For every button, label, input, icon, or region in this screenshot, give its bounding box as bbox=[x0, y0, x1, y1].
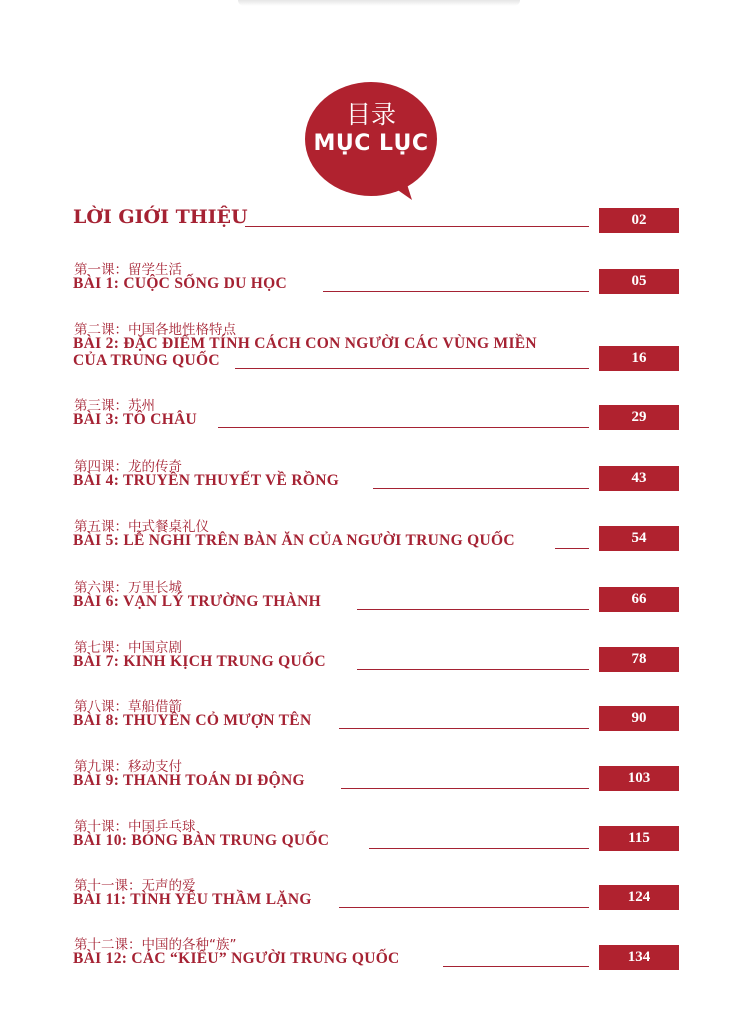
lesson-chinese-title: 第四课：龙的传奇 bbox=[74, 459, 182, 475]
page-number-badge: 103 bbox=[599, 766, 679, 791]
page-number-badge: 134 bbox=[599, 945, 679, 970]
lesson-chinese-title: 第十课：中国乒乓球 bbox=[74, 819, 196, 835]
toc-entry-lesson-2[interactable] bbox=[73, 318, 679, 370]
toc-entry-lesson-6[interactable] bbox=[73, 576, 679, 616]
leader-line bbox=[443, 966, 589, 967]
toc-entry-lesson-9[interactable] bbox=[73, 755, 679, 795]
page-number-badge: 54 bbox=[599, 526, 679, 551]
toc-title-vietnamese: MỤC LỤC bbox=[313, 131, 429, 156]
page-number-badge: 16 bbox=[599, 346, 679, 371]
toc-entry-lesson-1[interactable] bbox=[73, 258, 679, 298]
lesson-vietnamese-title: BÀI 9: THANH TOÁN DI ĐỘNG bbox=[73, 772, 305, 789]
leader-line bbox=[357, 669, 589, 670]
lesson-vietnamese-title-line1: BÀI 2: ĐẶC ĐIỂM TÍNH CÁCH CON NGƯỜI CÁC VÙNG MIỀN bbox=[73, 335, 537, 352]
leader-line bbox=[373, 488, 589, 489]
toc-entry-lesson-7[interactable] bbox=[73, 636, 679, 676]
leader-line bbox=[555, 548, 589, 549]
leader-line bbox=[339, 728, 589, 729]
toc-entry-lesson-10[interactable] bbox=[73, 815, 679, 855]
lesson-vietnamese-title: BÀI 7: KINH KỊCH TRUNG QUỐC bbox=[73, 653, 326, 670]
lesson-chinese-title: 第六课：万里长城 bbox=[74, 580, 182, 596]
leader-line bbox=[235, 368, 589, 369]
lesson-vietnamese-title: BÀI 3: TÔ CHÂU bbox=[73, 411, 198, 428]
lesson-chinese-title: 第二课：中国各地性格特点 bbox=[74, 322, 236, 338]
toc-entry-lesson-3[interactable] bbox=[73, 394, 679, 434]
lesson-vietnamese-title: BÀI 11: TÌNH YÊU THẦM LẶNG bbox=[73, 891, 312, 908]
page-number-badge: 66 bbox=[599, 587, 679, 612]
lesson-chinese-title: 第五课：中式餐桌礼仪 bbox=[74, 519, 209, 535]
lesson-chinese-title: 第七课：中国京剧 bbox=[74, 640, 182, 656]
lesson-vietnamese-title: BÀI 12: CÁC “KIỂU” NGƯỜI TRUNG QUỐC bbox=[73, 950, 400, 967]
toc-title-chinese: 目录 bbox=[345, 100, 396, 129]
page-number-badge: 90 bbox=[599, 706, 679, 731]
lesson-chinese-title: 第一课：留学生活 bbox=[74, 262, 182, 278]
page-number-badge: 115 bbox=[599, 826, 679, 851]
lesson-chinese-title: 第十一课：无声的爱 bbox=[74, 878, 196, 894]
leader-line bbox=[341, 788, 589, 789]
lesson-vietnamese-title: BÀI 6: VẠN LÝ TRƯỜNG THÀNH bbox=[73, 593, 321, 610]
lesson-vietnamese-title: BÀI 1: CUỘC SỐNG DU HỌC bbox=[73, 275, 288, 292]
leader-line bbox=[357, 609, 589, 610]
lesson-vietnamese-title: BÀI 8: THUYỀN CỎ MƯỢN TÊN bbox=[73, 712, 312, 729]
leader-line bbox=[339, 907, 589, 908]
intro-title: LỜI GIỚI THIỆU bbox=[73, 206, 248, 228]
lesson-chinese-title: 第八课：草船借箭 bbox=[74, 699, 182, 715]
toc-entry-lesson-5[interactable] bbox=[73, 515, 679, 555]
toc-header-bubble bbox=[0, 0, 751, 210]
toc-entry-lesson-12[interactable] bbox=[73, 933, 679, 973]
page-number-badge: 02 bbox=[599, 208, 679, 233]
toc-entry-intro[interactable] bbox=[73, 206, 679, 236]
lesson-vietnamese-title-line2: CỦA TRUNG QUỐC bbox=[73, 352, 220, 369]
page-number-badge: 29 bbox=[599, 405, 679, 430]
page-number-badge: 124 bbox=[599, 885, 679, 910]
lesson-chinese-title: 第三课：苏州 bbox=[74, 398, 155, 414]
lesson-vietnamese-title: BÀI 4: TRUYỀN THUYẾT VỀ RỒNG bbox=[73, 472, 340, 489]
leader-line bbox=[323, 291, 589, 292]
toc-entry-lesson-4[interactable] bbox=[73, 455, 679, 495]
toc-entry-lesson-11[interactable] bbox=[73, 874, 679, 914]
leader-line bbox=[218, 427, 589, 428]
lesson-chinese-title: 第九课：移动支付 bbox=[74, 759, 182, 775]
page-number-badge: 78 bbox=[599, 647, 679, 672]
lesson-chinese-title: 第十二课：中国的各种“族” bbox=[74, 937, 237, 953]
leader-line bbox=[369, 848, 589, 849]
lesson-vietnamese-title: BÀI 10: BÓNG BÀN TRUNG QUỐC bbox=[73, 832, 330, 849]
leader-line bbox=[245, 226, 589, 227]
page-number-badge: 05 bbox=[599, 269, 679, 294]
page-number-badge: 43 bbox=[599, 466, 679, 491]
lesson-vietnamese-title: BÀI 5: LỄ NGHI TRÊN BÀN ĂN CỦA NGƯỜI TRUNG QUỐC bbox=[73, 532, 515, 549]
toc-entry-lesson-8[interactable] bbox=[73, 695, 679, 735]
